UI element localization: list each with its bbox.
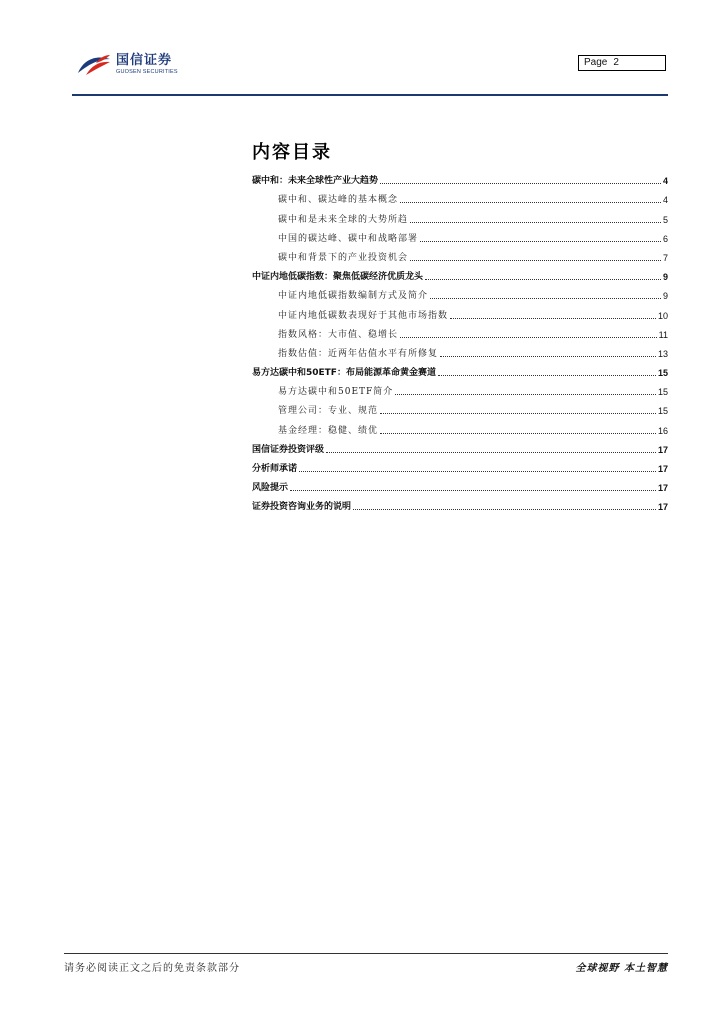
toc-section-entry[interactable] [252,456,668,475]
toc-entry-page: 7 [662,252,668,263]
toc-subsection-entry[interactable] [252,283,668,302]
footer-divider [64,953,668,954]
toc-dot-leader [440,356,656,357]
toc-dot-leader [290,490,656,491]
toc-dot-leader [400,337,657,338]
toc-section-entry[interactable] [252,437,668,456]
toc-entry-title: 中证内地低碳指数：聚焦低碳经济优质龙头 [252,272,424,283]
toc-entry-title: 管理公司：专业、规范 [278,406,379,417]
toc-subsection-entry[interactable] [252,226,668,245]
toc-dot-leader [380,183,661,184]
toc-entry-page: 9 [662,272,668,283]
page-number: 2 [613,57,619,68]
toc-dot-leader [410,260,661,261]
toc-subsection-entry[interactable] [252,322,668,341]
toc-section-entry[interactable] [252,475,668,494]
toc-entry-page: 6 [662,233,668,244]
toc-entry-title: 分析师承诺 [252,464,298,474]
toc-entry-title: 碳中和、碳达峰的基本概念 [278,195,399,206]
toc-subsection-entry[interactable] [252,187,668,206]
toc-dot-leader [430,298,661,299]
toc-entry-page: 9 [662,291,668,302]
table-of-contents [252,168,668,513]
toc-entry-page: 17 [657,502,668,513]
toc-subsection-entry[interactable] [252,245,668,264]
toc-entry-title: 基金经理：稳健、绩优 [278,425,379,436]
toc-section-entry[interactable] [252,168,668,187]
toc-dot-leader [425,279,661,280]
toc-entry-title: 证券投资咨询业务的说明 [252,502,352,513]
toc-dot-leader [326,452,656,453]
toc-dot-leader [395,394,656,395]
toc-dot-leader [450,318,656,319]
toc-dot-leader [410,222,661,223]
toc-entry-page: 15 [657,368,668,379]
toc-dot-leader [400,202,661,203]
header-divider [72,94,668,96]
toc-entry-page: 15 [657,387,668,398]
toc-subsection-entry[interactable] [252,417,668,436]
toc-entry-page: 17 [657,464,668,474]
toc-dot-leader [438,375,656,376]
toc-entry-title: 中国的碳达峰、碳中和战略部署 [278,233,419,244]
toc-section-entry[interactable] [252,360,668,379]
toc-entry-page: 11 [658,329,668,340]
toc-subsection-entry[interactable] [252,206,668,225]
page-indicator [578,55,666,71]
toc-entry-page: 10 [657,310,668,321]
guosen-logo-icon [76,53,112,77]
page-label: Page [584,57,608,68]
toc-subsection-entry[interactable] [252,302,668,321]
toc-section-entry[interactable] [252,494,668,513]
toc-entry-title: 风险提示 [252,483,289,494]
toc-entry-page: 4 [662,176,668,187]
guosen-logo [76,52,178,78]
toc-entry-page: 5 [662,214,668,225]
footer-slogan: 全球视野 本土智慧 [575,963,668,974]
toc-entry-title: 国信证券投资评级 [252,444,325,455]
toc-entry-page: 16 [657,425,668,436]
toc-subsection-entry[interactable] [252,379,668,398]
toc-dot-leader [420,241,661,242]
toc-entry-page: 15 [657,406,668,417]
logo-company-name: 国信证券 [116,53,173,69]
toc-dot-leader [299,471,656,472]
toc-entry-title: 碳中和：未来全球性产业大趋势 [252,176,379,187]
toc-entry-title: 易方达碳中和50ETF简介 [278,387,394,398]
footer-disclaimer-note: 请务必阅读正文之后的免责条款部分 [64,963,240,974]
toc-dot-leader [380,413,656,414]
toc-subsection-entry[interactable] [252,341,668,360]
toc-entry-title: 指数估值：近两年估值水平有所修复 [278,348,439,359]
toc-entry-title: 碳中和背景下的产业投资机会 [278,252,409,263]
toc-entry-title: 中证内地低碳数表现好于其他市场指数 [278,310,449,321]
toc-entry-page: 17 [657,483,668,494]
toc-section-entry[interactable] [252,264,668,283]
toc-entry-title: 指数风格：大市值、稳增长 [278,329,399,340]
toc-entry-page: 13 [657,348,668,359]
toc-dot-leader [380,433,656,434]
toc-entry-title: 碳中和是未来全球的大势所趋 [278,214,409,225]
toc-title: 内容目录 [252,142,332,163]
toc-dot-leader [353,509,656,510]
logo-company-english: GUOSEN SECURITIES [116,69,178,76]
toc-entry-page: 4 [662,195,668,206]
toc-entry-title: 易方达碳中和50ETF：布局能源革命黄金赛道 [252,368,436,379]
toc-entry-title: 中证内地低碳指数编制方式及简介 [278,291,429,302]
toc-entry-page: 17 [657,444,668,455]
toc-subsection-entry[interactable] [252,398,668,417]
